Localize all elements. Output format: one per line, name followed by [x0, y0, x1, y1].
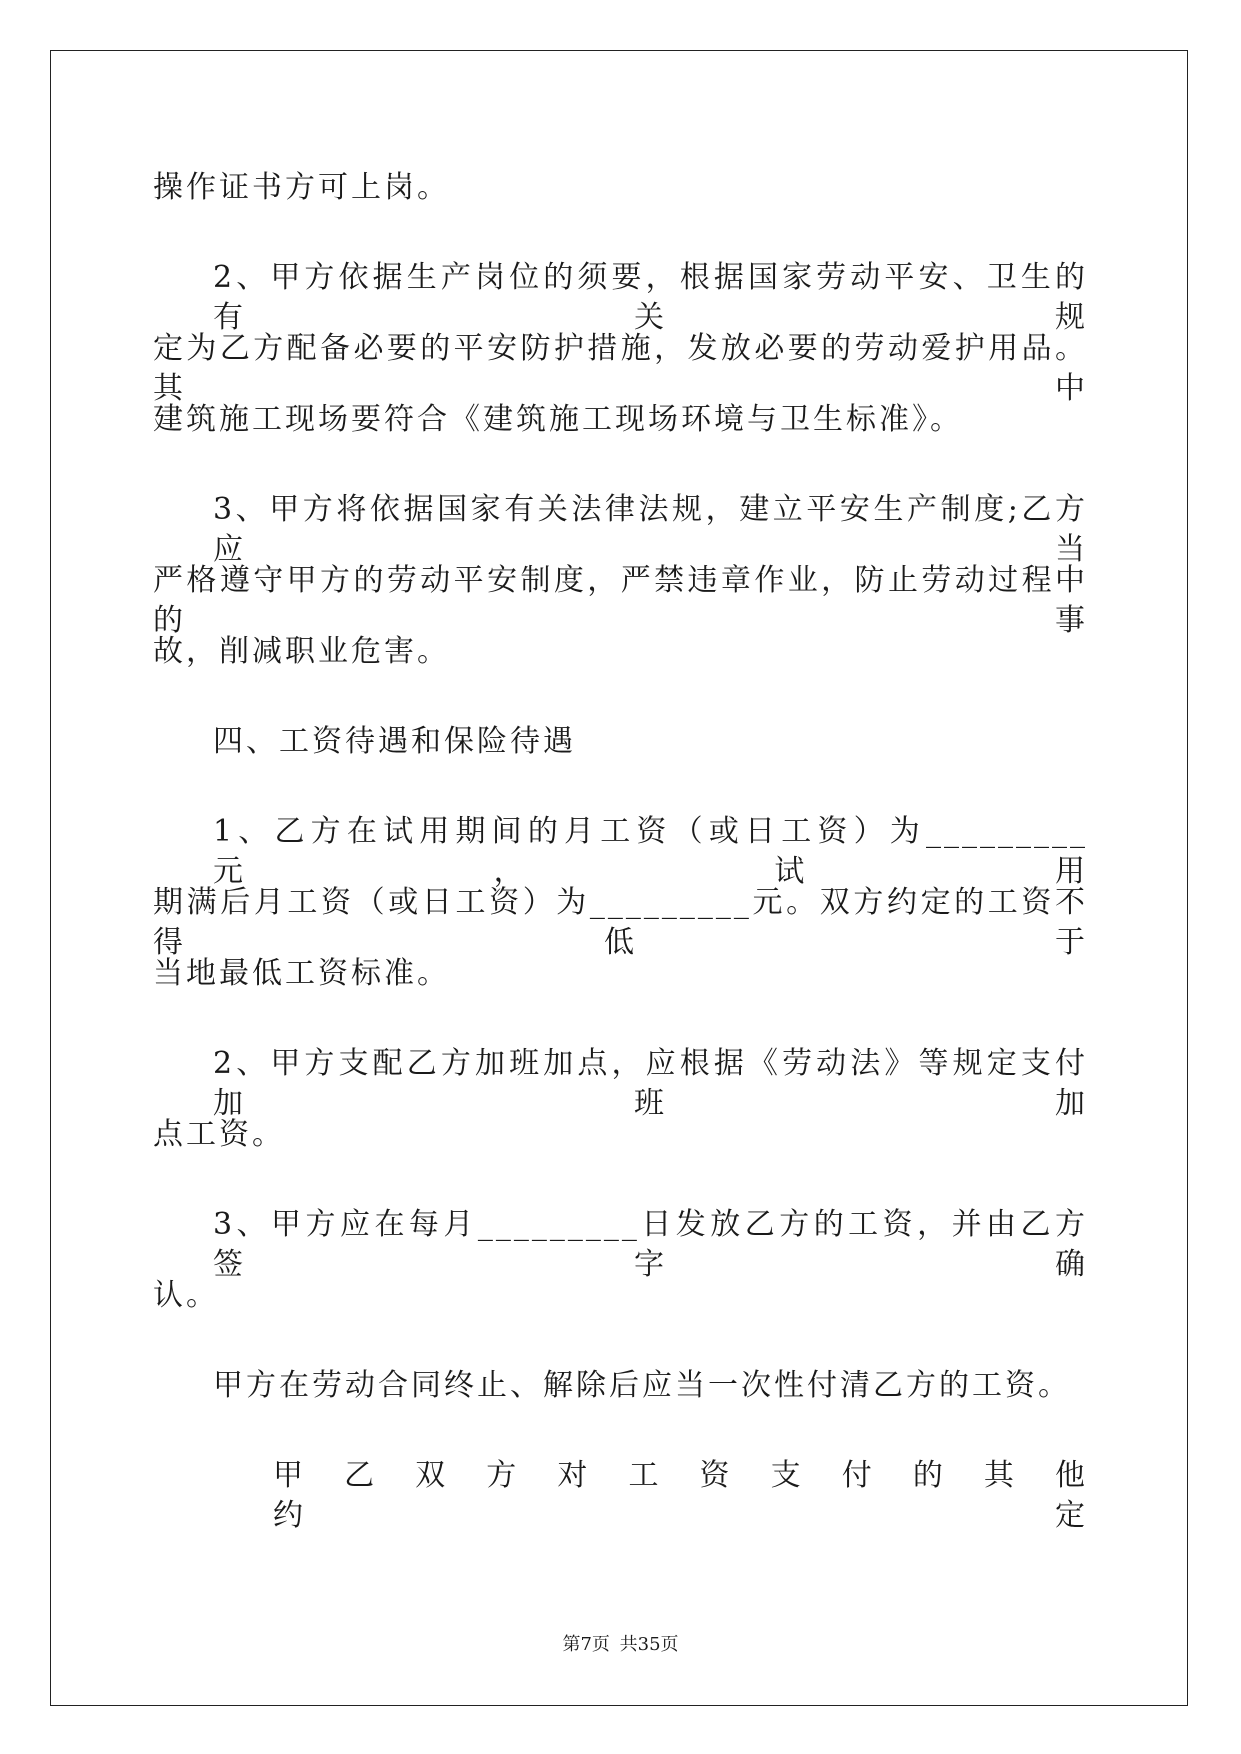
paragraph-line: 1、乙方在试用期间的月工资（或日工资）为_________元，试用	[213, 814, 1088, 889]
paragraph-line: 操作证书方可上岗。	[153, 170, 450, 205]
paragraph-line: 认。	[153, 1278, 219, 1313]
paragraph-line: 故，削减职业危害。	[153, 634, 450, 669]
paragraph-line: 当地最低工资标准。	[153, 956, 450, 991]
page-number: 第7页	[562, 1634, 610, 1655]
paragraph-line: 2、甲方依据生产岗位的须要，根据国家劳动平安、卫生的有关规	[213, 260, 1088, 335]
paragraph-line: 定为乙方配备必要的平安防护措施，发放必要的劳动爱护用品。其中	[153, 331, 1088, 406]
page-total: 共35页	[619, 1634, 679, 1655]
paragraph-line: 2、甲方支配乙方加班加点，应根据《劳动法》等规定支付加班加	[213, 1046, 1088, 1121]
paragraph-line: 点工资。	[153, 1117, 285, 1152]
paragraph-line: 3、甲方将依据国家有关法律法规，建立平安生产制度;乙方应当	[213, 492, 1088, 567]
page-footer	[0, 1630, 1241, 1656]
paragraph-line: 甲方在劳动合同终止、解除后应当一次性付清乙方的工资。	[213, 1368, 1071, 1403]
paragraph-line: 建筑施工现场要符合《建筑施工现场环境与卫生标准》。	[153, 402, 963, 437]
paragraph-line: 严格遵守甲方的劳动平安制度，严禁违章作业，防止劳动过程中的事	[153, 563, 1088, 638]
paragraph-line: 期满后月工资（或日工资）为_________元。双方约定的工资不得低于	[153, 885, 1088, 960]
section-heading: 四、工资待遇和保险待遇	[213, 724, 576, 759]
paragraph-line: 甲 乙 双 方 对 工 资 支 付 的 其 他 约 定	[273, 1458, 1121, 1533]
paragraph-line: 3、甲方应在每月_________日发放乙方的工资，并由乙方签字确	[213, 1207, 1088, 1282]
